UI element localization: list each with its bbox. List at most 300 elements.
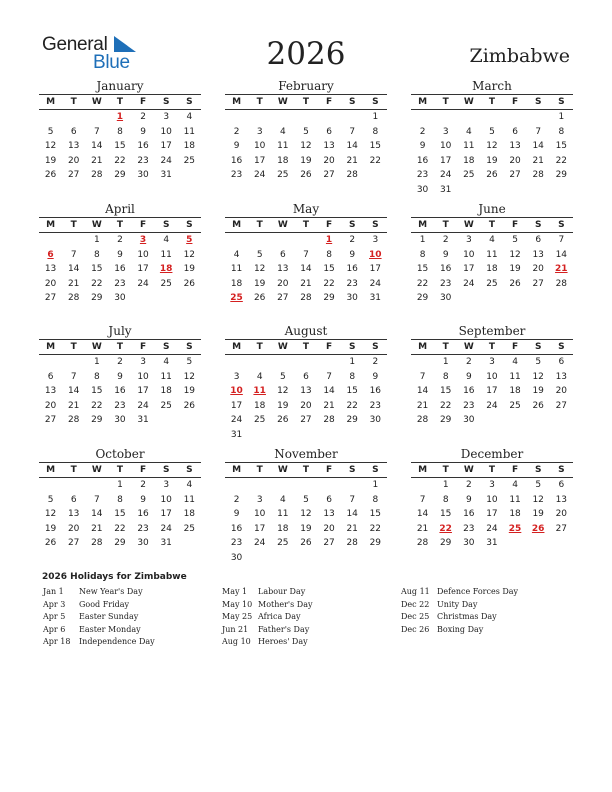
day-cell: 20 — [44, 278, 57, 289]
day-cell: 27 — [323, 170, 335, 181]
holiday-name: Christmas Day — [437, 612, 497, 621]
day-cell: 9 — [117, 371, 123, 382]
weekday-label: S — [558, 97, 565, 107]
day-cell: 5 — [256, 249, 263, 260]
day-cell: 10 — [486, 494, 498, 505]
day-blank — [294, 355, 317, 370]
day-cell: 11 — [160, 249, 172, 260]
day-blank — [85, 478, 108, 493]
holiday-date: Dec 26 — [401, 624, 430, 634]
day-cell: 2 — [140, 112, 146, 122]
day-cell: 4 — [163, 357, 170, 367]
weekday-label: S — [558, 220, 565, 230]
day-cell: 8 — [558, 126, 565, 137]
day-blank — [248, 233, 271, 248]
month-march — [411, 79, 573, 198]
holiday-name: Independence Day — [79, 637, 155, 646]
day-cell: 11 — [183, 126, 196, 137]
day-cell: 29 — [555, 170, 568, 181]
day-cell: 13 — [323, 141, 335, 152]
day-cell: 6 — [558, 480, 565, 490]
holiday-row — [43, 612, 155, 625]
holiday-row — [222, 612, 312, 625]
day-cell: 23 — [114, 400, 126, 411]
day-cell: 26 — [509, 278, 521, 289]
day-cell: 15 — [369, 509, 382, 520]
weekday-label: F — [325, 220, 333, 230]
day-cell: 2 — [117, 235, 123, 245]
holiday-date: May 10 — [222, 599, 253, 609]
day-cell: 17 — [369, 264, 382, 275]
day-cell: 16 — [137, 509, 149, 520]
day-blank — [504, 110, 527, 125]
holiday-date: May 1 — [222, 587, 248, 596]
day-cell: 22 — [114, 523, 126, 534]
day-cell: 20 — [67, 155, 80, 166]
day-cell: 21 — [323, 400, 335, 411]
day-cell: 14 — [416, 509, 429, 520]
holiday-date: Apr 3 — [43, 599, 66, 609]
day-cell: 4 — [489, 235, 495, 245]
weekday-label: F — [139, 465, 147, 475]
day-cell-holiday: 10 — [369, 249, 382, 260]
day-cell-holiday: 1 — [325, 235, 333, 245]
holiday-name: Unity Day — [437, 599, 478, 609]
day-cell: 4 — [256, 371, 263, 382]
day-cell: 30 — [463, 538, 475, 549]
day-cell: 17 — [230, 400, 243, 411]
day-cell: 13 — [509, 141, 521, 152]
day-cell: 27 — [300, 415, 312, 426]
weekday-label: W — [277, 220, 288, 230]
day-cell: 21 — [91, 155, 103, 166]
day-cell: 15 — [439, 509, 452, 520]
day-blank — [62, 110, 85, 125]
weekday-label: S — [372, 220, 379, 230]
day-cell: 7 — [349, 126, 356, 137]
day-cell: 16 — [346, 264, 358, 275]
day-cell: 31 — [439, 184, 452, 195]
day-cell: 22 — [439, 400, 452, 411]
day-cell: 8 — [117, 494, 123, 505]
holiday-row — [43, 625, 155, 638]
day-cell: 5 — [47, 126, 54, 137]
day-blank — [62, 233, 85, 248]
day-blank — [318, 355, 341, 370]
day-cell: 5 — [535, 357, 542, 367]
day-cell: 12 — [44, 509, 57, 520]
day-blank — [294, 478, 317, 493]
day-cell: 17 — [160, 509, 172, 520]
day-blank — [225, 478, 248, 493]
month-title: July — [108, 324, 132, 338]
day-cell: 17 — [137, 264, 149, 275]
weekday-label: T — [256, 97, 263, 107]
weekday-label: M — [418, 342, 428, 352]
day-cell: 19 — [253, 278, 266, 289]
day-cell: 14 — [91, 509, 103, 520]
day-cell: 3 — [465, 235, 472, 245]
day-cell: 10 — [160, 494, 172, 505]
day-cell: 16 — [463, 509, 475, 520]
day-cell: 18 — [509, 509, 521, 520]
day-cell: 2 — [419, 126, 426, 137]
holiday-row — [222, 637, 312, 650]
day-cell: 2 — [465, 357, 472, 367]
day-cell: 9 — [442, 249, 449, 260]
day-cell: 25 — [277, 538, 289, 549]
day-cell: 27 — [532, 278, 544, 289]
holiday-column — [401, 587, 518, 637]
day-cell: 7 — [303, 249, 309, 260]
day-cell: 28 — [416, 538, 429, 549]
month-may — [225, 202, 387, 306]
weekday-label: T — [442, 220, 449, 230]
day-cell: 29 — [91, 293, 103, 304]
day-cell: 19 — [44, 523, 57, 534]
day-cell: 5 — [279, 371, 286, 382]
day-cell: 26 — [277, 415, 289, 426]
weekday-label: M — [232, 220, 242, 230]
day-cell: 2 — [233, 494, 240, 505]
day-cell: 22 — [114, 155, 126, 166]
day-cell: 1 — [558, 112, 565, 122]
weekday-label: M — [418, 220, 428, 230]
day-cell: 4 — [465, 126, 472, 137]
day-cell: 11 — [277, 141, 289, 152]
day-cell: 9 — [372, 371, 379, 382]
day-blank — [411, 355, 434, 370]
day-cell: 30 — [137, 538, 149, 549]
day-blank — [62, 478, 85, 493]
holiday-row — [43, 637, 155, 650]
day-cell: 6 — [512, 126, 518, 137]
day-blank — [271, 478, 294, 493]
day-cell: 21 — [91, 523, 103, 534]
day-cell: 22 — [416, 278, 429, 289]
day-cell: 30 — [369, 415, 382, 426]
day-cell: 22 — [91, 400, 103, 411]
day-cell: 25 — [463, 170, 475, 181]
day-cell: 18 — [160, 386, 172, 397]
day-cell-holiday: 6 — [47, 249, 54, 260]
day-cell: 19 — [509, 264, 521, 275]
day-cell: 18 — [253, 400, 266, 411]
weekday-label: M — [232, 342, 242, 352]
day-cell: 28 — [67, 415, 80, 426]
weekday-label: M — [232, 465, 242, 475]
day-blank — [294, 233, 317, 248]
day-grid — [39, 355, 201, 428]
day-cell: 5 — [512, 235, 518, 245]
day-cell: 1 — [419, 235, 426, 245]
day-cell: 11 — [509, 371, 521, 382]
day-cell: 26 — [532, 400, 544, 411]
day-cell: 17 — [160, 141, 172, 152]
day-cell: 5 — [303, 494, 309, 505]
day-blank — [225, 233, 248, 248]
day-cell: 1 — [93, 235, 100, 245]
day-cell: 16 — [463, 386, 475, 397]
day-cell: 16 — [114, 264, 126, 275]
weekday-label: T — [302, 97, 309, 107]
day-grid — [225, 110, 387, 183]
day-cell: 18 — [183, 509, 196, 520]
day-cell: 19 — [532, 386, 544, 397]
day-grid — [39, 110, 201, 183]
day-cell: 9 — [465, 494, 472, 505]
day-cell-holiday: 1 — [116, 112, 124, 122]
month-october — [39, 447, 201, 551]
day-cell: 15 — [416, 264, 429, 275]
weekday-label: T — [70, 220, 77, 230]
day-cell: 15 — [114, 509, 126, 520]
month-july — [39, 324, 201, 428]
day-cell: 31 — [486, 538, 498, 549]
day-cell: 17 — [463, 264, 475, 275]
day-cell: 24 — [369, 278, 382, 289]
day-cell: 25 — [183, 155, 196, 166]
day-cell: 27 — [555, 400, 568, 411]
day-cell: 21 — [416, 400, 429, 411]
day-cell-holiday: 5 — [186, 235, 193, 245]
day-cell: 8 — [93, 371, 100, 382]
weekday-label: W — [91, 342, 102, 352]
day-cell: 7 — [70, 371, 77, 382]
day-cell: 2 — [442, 235, 449, 245]
day-cell: 11 — [486, 249, 498, 260]
day-cell: 1 — [442, 357, 449, 367]
day-cell: 13 — [277, 264, 289, 275]
day-cell: 1 — [349, 357, 356, 367]
day-cell: 31 — [137, 415, 149, 426]
weekday-label: F — [325, 342, 333, 352]
day-cell: 12 — [532, 371, 544, 382]
day-cell: 22 — [369, 155, 382, 166]
day-cell: 11 — [277, 509, 289, 520]
day-blank — [341, 110, 364, 125]
day-cell: 6 — [535, 235, 542, 245]
day-cell: 29 — [91, 415, 103, 426]
weekday-label: W — [91, 97, 102, 107]
day-cell: 1 — [117, 480, 123, 490]
day-cell: 28 — [323, 415, 335, 426]
day-cell: 1 — [442, 480, 449, 490]
day-cell: 9 — [233, 509, 240, 520]
day-cell: 23 — [137, 523, 149, 534]
holiday-name: Africa Day — [258, 612, 301, 621]
day-cell: 28 — [416, 415, 429, 426]
month-title: May — [292, 202, 320, 216]
day-cell: 24 — [160, 523, 172, 534]
day-cell: 3 — [489, 480, 495, 490]
day-grid — [225, 233, 387, 306]
weekday-label: S — [186, 465, 193, 475]
day-cell: 9 — [117, 249, 123, 260]
day-cell: 4 — [186, 480, 193, 490]
day-cell: 28 — [532, 170, 544, 181]
day-cell: 14 — [91, 141, 103, 152]
day-cell: 2 — [372, 357, 379, 367]
day-grid — [39, 478, 201, 551]
weekday-label: S — [348, 342, 356, 352]
day-cell: 15 — [91, 264, 103, 275]
day-cell: 8 — [93, 249, 100, 260]
day-cell: 16 — [369, 386, 382, 397]
day-cell: 7 — [419, 494, 426, 505]
day-cell: 12 — [300, 509, 312, 520]
day-cell: 11 — [509, 494, 521, 505]
day-cell: 3 — [233, 371, 240, 382]
day-cell: 17 — [253, 523, 266, 534]
month-title: April — [105, 202, 135, 216]
day-cell: 29 — [439, 538, 452, 549]
holiday-row — [401, 625, 518, 638]
day-cell: 23 — [463, 400, 475, 411]
day-cell: 31 — [160, 170, 172, 181]
weekday-label: T — [442, 342, 449, 352]
month-april — [39, 202, 201, 306]
day-cell: 4 — [186, 112, 193, 122]
weekday-label: W — [91, 465, 102, 475]
day-grid — [225, 355, 387, 443]
month-title: January — [96, 79, 144, 93]
holiday-column — [222, 587, 312, 650]
weekday-label: S — [372, 97, 379, 107]
holiday-name: Heroes' Day — [258, 637, 308, 646]
weekday-header — [411, 339, 573, 355]
weekday-label: W — [277, 465, 288, 475]
day-cell: 16 — [230, 523, 243, 534]
day-cell: 30 — [416, 184, 429, 195]
holiday-name: Good Friday — [79, 599, 130, 609]
day-cell: 24 — [463, 278, 475, 289]
weekday-label: S — [372, 465, 379, 475]
day-blank — [62, 355, 85, 370]
day-grid — [39, 233, 201, 306]
day-cell: 27 — [67, 170, 80, 181]
day-cell: 23 — [114, 278, 126, 289]
day-cell: 20 — [67, 523, 80, 534]
weekday-header — [39, 339, 201, 355]
weekday-label: W — [463, 97, 474, 107]
holiday-name: Mother's Day — [258, 599, 313, 609]
day-cell: 23 — [230, 538, 243, 549]
day-cell: 5 — [186, 357, 193, 367]
holiday-name: Easter Monday — [79, 624, 141, 634]
day-cell: 29 — [114, 170, 126, 181]
holiday-date: Aug 10 — [222, 637, 251, 646]
weekday-label: T — [70, 97, 77, 107]
day-blank — [85, 110, 108, 125]
weekday-label: F — [511, 220, 519, 230]
day-cell: 16 — [439, 264, 452, 275]
day-cell: 27 — [44, 415, 57, 426]
day-cell: 6 — [326, 126, 332, 137]
holiday-row — [222, 587, 312, 600]
holiday-date: Apr 6 — [43, 624, 66, 634]
day-cell: 30 — [230, 552, 243, 563]
day-cell: 13 — [555, 494, 568, 505]
day-cell: 12 — [183, 371, 196, 382]
day-cell: 10 — [137, 371, 149, 382]
holiday-column — [43, 587, 155, 650]
day-cell: 9 — [349, 249, 356, 260]
day-cell: 19 — [44, 155, 57, 166]
day-cell: 7 — [326, 371, 332, 382]
day-cell: 14 — [555, 249, 568, 260]
day-cell: 7 — [419, 371, 426, 382]
day-cell: 31 — [369, 293, 382, 304]
day-cell: 23 — [137, 155, 149, 166]
weekday-label: M — [46, 465, 56, 475]
holiday-name: New Year's Day — [79, 587, 143, 596]
weekday-label: T — [116, 97, 123, 107]
day-cell: 14 — [346, 141, 358, 152]
day-grid — [225, 478, 387, 566]
day-cell: 29 — [439, 415, 452, 426]
weekday-label: S — [348, 220, 356, 230]
day-cell: 18 — [277, 523, 289, 534]
day-cell: 28 — [555, 278, 568, 289]
day-cell: 7 — [93, 126, 100, 137]
day-cell: 10 — [253, 141, 266, 152]
day-cell: 20 — [555, 386, 568, 397]
day-cell: 26 — [183, 400, 196, 411]
day-cell: 29 — [416, 293, 429, 304]
day-cell: 31 — [160, 538, 172, 549]
day-cell: 30 — [114, 293, 126, 304]
weekday-header — [411, 217, 573, 233]
day-cell: 26 — [300, 170, 312, 181]
weekday-header — [225, 217, 387, 233]
day-cell: 13 — [44, 386, 57, 397]
day-cell: 30 — [463, 415, 475, 426]
day-cell: 8 — [419, 249, 426, 260]
day-cell: 19 — [183, 386, 196, 397]
day-cell: 25 — [509, 400, 521, 411]
holiday-row — [401, 587, 518, 600]
weekday-label: M — [46, 342, 56, 352]
month-february — [225, 79, 387, 183]
day-cell: 6 — [70, 494, 77, 505]
day-cell: 29 — [369, 538, 382, 549]
weekday-label: T — [488, 342, 495, 352]
day-cell: 21 — [416, 523, 429, 534]
day-cell: 4 — [279, 126, 286, 137]
weekday-label: F — [139, 342, 147, 352]
weekday-label: T — [302, 220, 309, 230]
day-cell: 22 — [555, 155, 568, 166]
weekday-label: W — [463, 465, 474, 475]
day-cell: 9 — [140, 494, 146, 505]
day-blank — [318, 110, 341, 125]
day-cell: 13 — [44, 264, 57, 275]
day-cell: 15 — [555, 141, 568, 152]
day-cell: 24 — [486, 523, 498, 534]
day-cell: 8 — [372, 494, 379, 505]
day-cell: 11 — [463, 141, 475, 152]
day-cell: 22 — [346, 400, 358, 411]
holiday-name: Boxing Day — [437, 624, 484, 634]
weekday-label: W — [277, 342, 288, 352]
day-cell: 14 — [67, 386, 80, 397]
weekday-label: W — [277, 97, 288, 107]
day-cell: 22 — [323, 278, 335, 289]
day-cell: 26 — [44, 538, 57, 549]
weekday-label: S — [162, 220, 170, 230]
day-cell: 19 — [183, 264, 196, 275]
